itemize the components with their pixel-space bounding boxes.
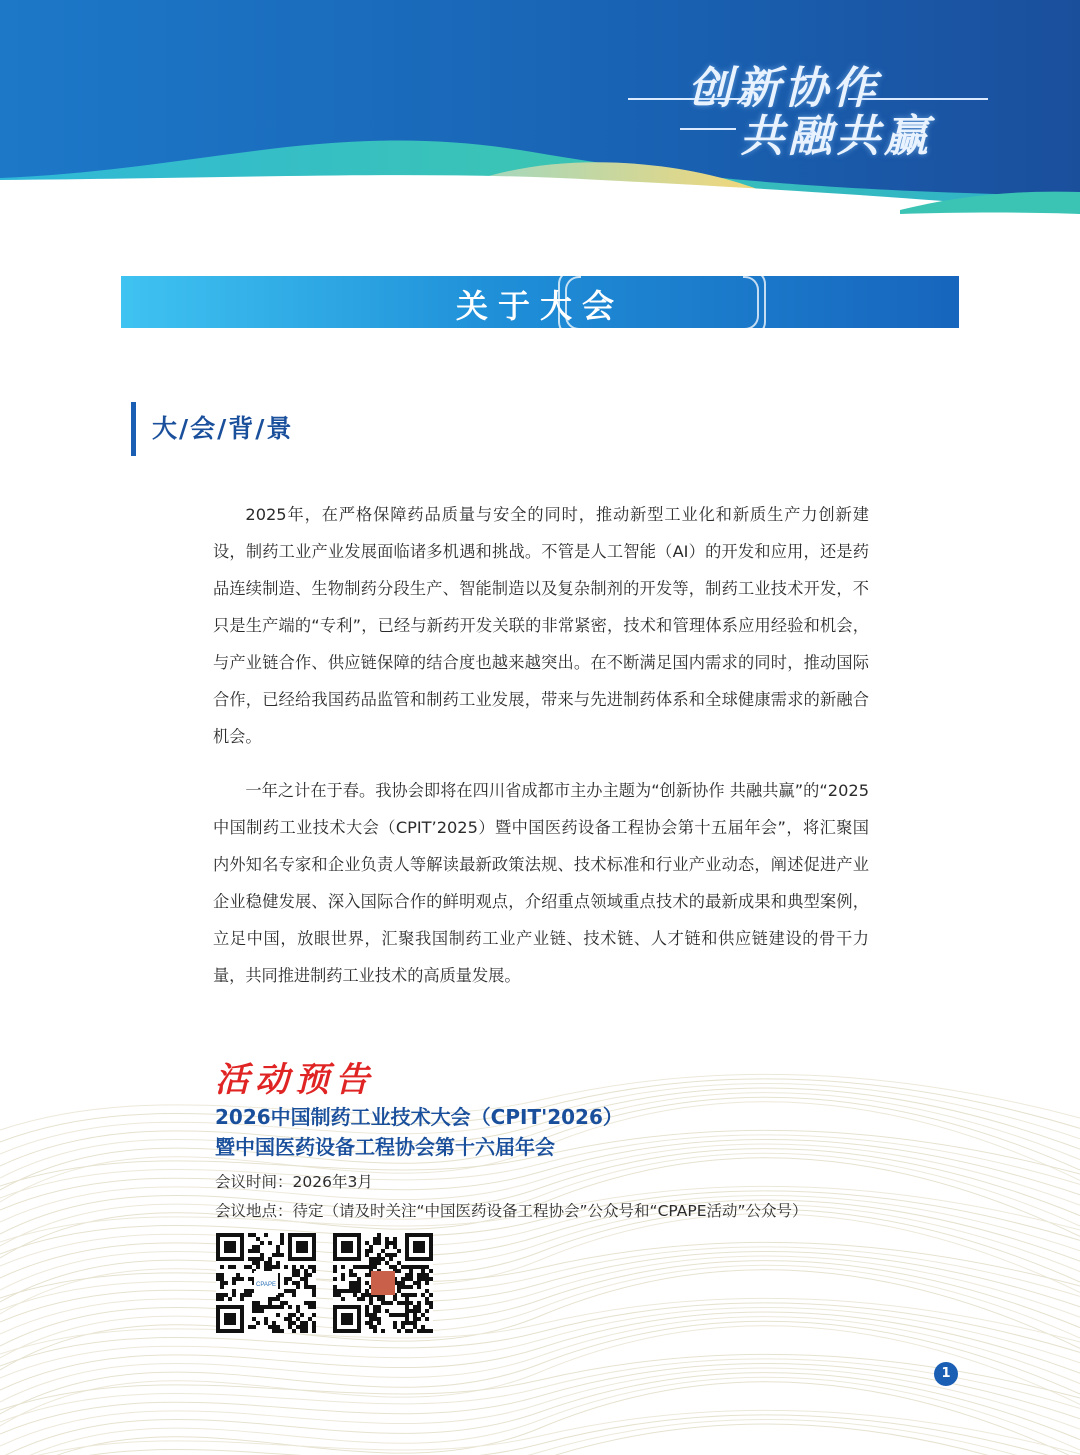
meeting-time: 会议时间：2026年3月: [215, 1173, 373, 1191]
background-paragraph-1: [213, 496, 869, 755]
slogan-line2: 共融共赢: [740, 111, 932, 162]
paragraph-text: 一年之计在于春。我协会即将在四川省成都市主办主题为“创新协作 共融共赢”的“2025中国制药工业技术大会（CPIT’2025）暨中国医药设备工程协会第十五届年会”，将汇聚国内外知名专家和企业负责人等解读最新政策法规、技术标准和行业产业动态，阐述促进产业企业稳健发展、深入国际合作的鲜明观点，介绍重点领域重点技术的最新成果和典型案例，立足中国，放眼世界，汇聚我国制药工业产业链、技术链、人才链和供应链建设的骨干力量，共同推进制药工业技术的高质量发展。: [213, 781, 869, 985]
section-banner: [121, 276, 959, 328]
preview-title-line1: 2026中国制药工业技术大会（CPIT'2026）: [215, 1105, 623, 1129]
slogan: [640, 52, 980, 162]
qr-code-icon: [216, 1233, 316, 1333]
background-paragraph-2: [213, 772, 869, 994]
section-title: 关于大会: [455, 287, 624, 325]
slogan-line1: 创新协作: [688, 63, 880, 114]
background-heading: 大/会/背/景: [131, 402, 293, 456]
paragraph-text: 2025年，在严格保障药品质量与安全的同时，推动新型工业化和新质生产力创新建设，制药工业产业发展面临诸多机遇和挑战。不管是人工智能（AI）的开发和应用，还是药品连续制造、生物制药分段生产、智能制造以及复杂制剂的开发等，制药工业技术开发，不只是生产端的“专利”，已经与新药开发关联的非常紧密，技术和管理体系应用经验和机会，与产业链合作、供应链保障的结合度也越来越突出。在不断满足国内需求的同时，推动国际合作，已经给我国药品监管和制药工业发展，带来与先进制药体系和全球健康需求的新融合机会。: [213, 505, 869, 746]
meeting-place: 会议地点：待定（请及时关注“中国医药设备工程协会”公众号和“CPAPE活动”公众号）: [215, 1202, 808, 1220]
page-number: 1: [934, 1362, 958, 1386]
qr-code-icon: [333, 1233, 433, 1333]
preview-title-line2: 暨中国医药设备工程协会第十六届年会: [215, 1135, 555, 1159]
preview-label: 活动预告: [215, 1060, 375, 1100]
preview-title: [215, 1102, 623, 1162]
qr-center-logo-text: CPAPE: [256, 1282, 276, 1288]
